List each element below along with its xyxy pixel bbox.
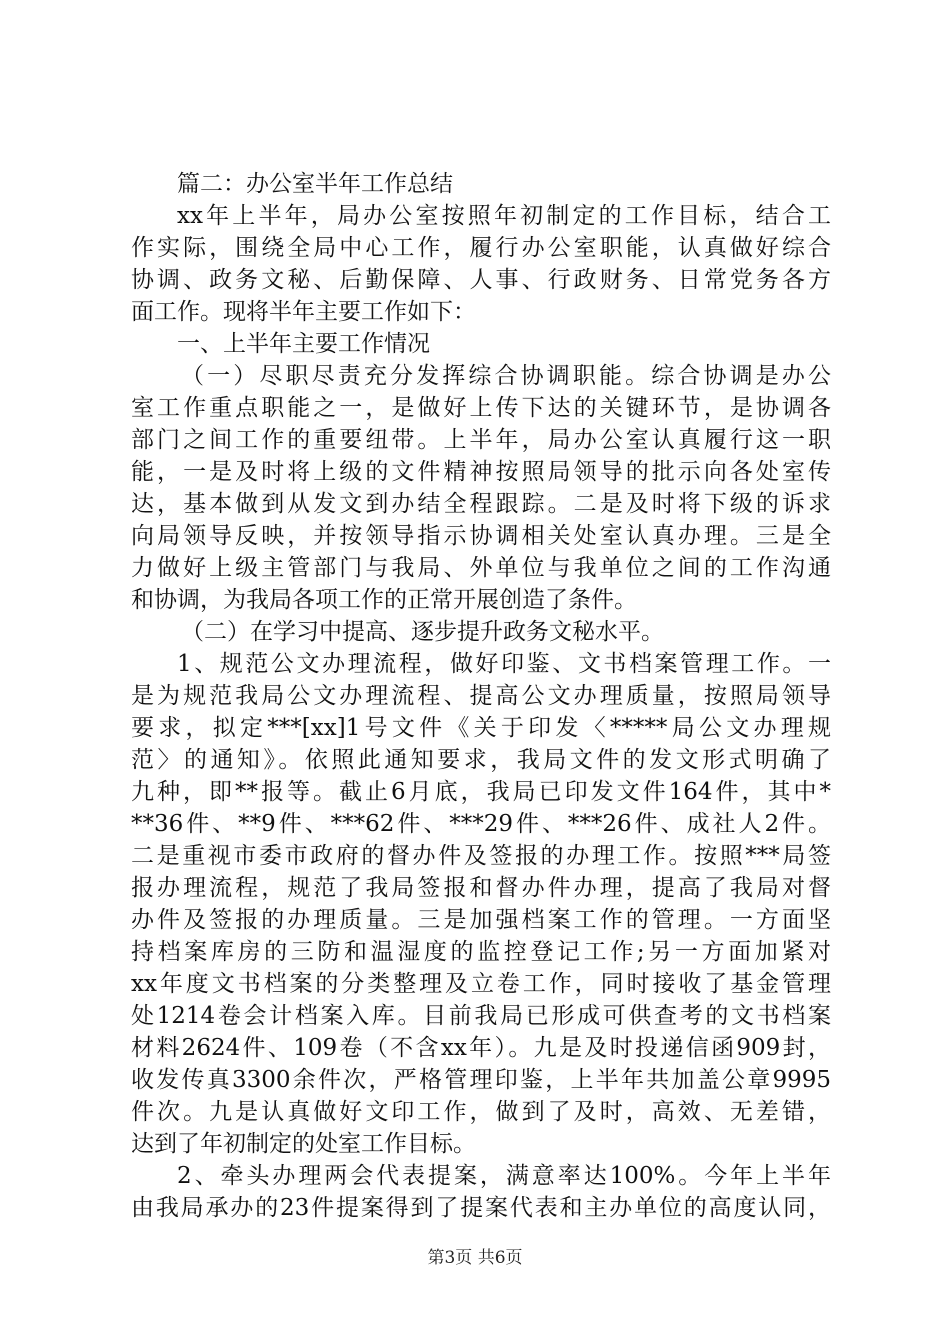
paragraph-line: 件次。九是认真做好文印工作，做到了及时，高效、无差错，	[131, 1099, 831, 1125]
paragraph-line: 收发传真3300余件次，严格管理印鉴，上半年共加盖公章9995	[131, 1067, 831, 1093]
paragraph-line: **36件、**9件、***62件、***29件、***26件、成社人2件。	[131, 811, 831, 837]
paragraph-line: 二是重视市委市政府的督办件及签报的办理工作。按照***局签	[131, 843, 831, 869]
paragraph-line: 1、规范公文办理流程，做好印鉴、文书档案管理工作。一	[177, 651, 831, 677]
paragraph-line: （一）尽职尽责充分发挥综合协调职能。综合协调是办公	[181, 363, 831, 389]
paragraph-line: 达到了年初制定的处室工作目标。	[131, 1131, 476, 1157]
document-body	[131, 168, 831, 1224]
paragraph-line: 协调、政务文秘、后勤保障、人事、行政财务、日常党务各方	[131, 267, 831, 293]
subsection-heading: （二）在学习中提高、逐步提升政务文秘水平。	[181, 619, 664, 645]
paragraph-line: 作实际，围绕全局中心工作，履行办公室职能，认真做好综合	[131, 235, 831, 261]
paragraph-line: 由我局承办的23件提案得到了提案代表和主办单位的高度认同，	[131, 1195, 831, 1221]
paragraph-line: 2、牵头办理两会代表提案，满意率达100%。今年上半年	[177, 1163, 831, 1189]
paragraph-line: 报办理流程，规范了我局签报和督办件办理，提高了我局对督	[131, 875, 831, 901]
paragraph-line: 室工作重点职能之一，是做好上传下达的关键环节，是协调各	[131, 395, 831, 421]
paragraph-line: 力做好上级主管部门与我局、外单位与我单位之间的工作沟通	[131, 555, 831, 581]
paragraph-line: 向局领导反映，并按领导指示协调相关处室认真办理。三是全	[131, 523, 831, 549]
paragraph-line: 面工作。现将半年主要工作如下：	[131, 299, 476, 325]
paragraph-line: 和协调，为我局各项工作的正常开展创造了条件。	[131, 587, 637, 613]
paragraph-line: 九种，即**报等。截止6月底，我局已印发文件164件，其中*	[131, 779, 831, 805]
paragraph-line: 办件及签报的办理质量。三是加强档案工作的管理。一方面坚	[131, 907, 831, 933]
paragraph-line: 能，一是及时将上级的文件精神按照局领导的批示向各处室传	[131, 459, 831, 485]
paragraph-line: 持档案库房的三防和温湿度的监控登记工作;另一方面加紧对	[131, 939, 831, 965]
paragraph-line: 处1214卷会计档案入库。目前我局已形成可供查考的文书档案	[131, 1003, 831, 1029]
paragraph-line: xx年度文书档案的分类整理及立卷工作，同时接收了基金管理	[131, 971, 831, 997]
paragraph-line: 材料2624件、109卷（不含xx年）。九是及时投递信函909封，	[131, 1035, 831, 1061]
paragraph-line: 要求，拟定***[xx]1号文件《关于印发〈*****局公文办理规	[131, 715, 831, 741]
paragraph-line: 达，基本做到从发文到办结全程跟踪。二是及时将下级的诉求	[131, 491, 831, 517]
page-number-footer: 第3页 共6页	[427, 1248, 523, 1268]
paragraph-line: xx年上半年，局办公室按照年初制定的工作目标，结合工	[177, 203, 831, 229]
document-title: 篇二：办公室半年工作总结	[177, 171, 453, 197]
section-heading: 一、上半年主要工作情况	[177, 331, 430, 357]
paragraph-line: 部门之间工作的重要纽带。上半年，局办公室认真履行这一职	[131, 427, 831, 453]
paragraph-line: 是为规范我局公文办理流程、提高公文办理质量，按照局领导	[131, 683, 831, 709]
paragraph-line: 范〉的通知》。依照此通知要求，我局文件的发文形式明确了	[131, 747, 831, 773]
